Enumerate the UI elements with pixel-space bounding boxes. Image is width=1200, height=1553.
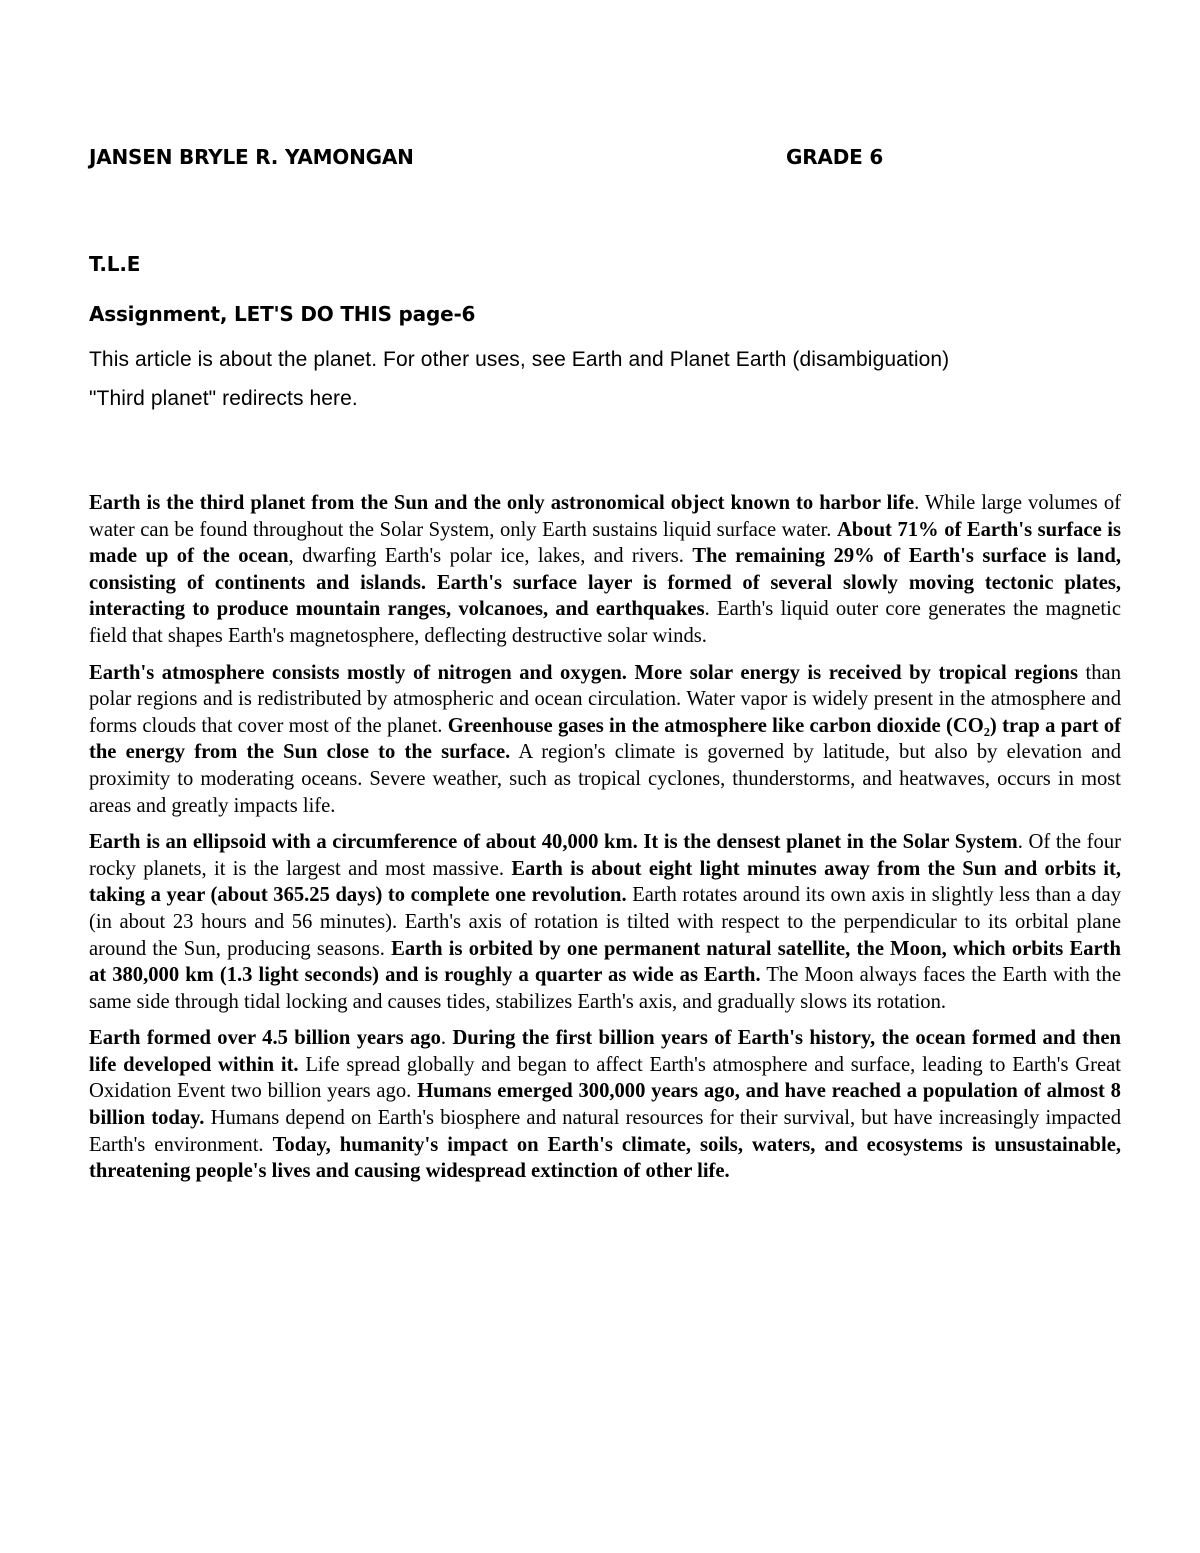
text-run: than polar regions and is redistributed by atmospheric and ocean circulation. Water vapor is widely present in the atmosphere and forms clouds that cover most of the planet. bbox=[89, 661, 1121, 737]
text-run: . While large volumes of water can be found throughout the Solar System, only Earth sustains liquid surface water. bbox=[89, 492, 1121, 541]
bold-text-run: Today, humanity's impact on Earth's climate, soils, waters, and ecosystems is unsustainable, threatening people's lives and causing widespread extinction of other life. bbox=[89, 1133, 1121, 1183]
bold-text-run: Earth's atmosphere consists mostly of nitrogen and oxygen. More solar energy is received by tropical regions bbox=[89, 661, 1078, 684]
paragraph-overview bbox=[89, 490, 1121, 650]
student-name: JANSEN BRYLE R. YAMONGAN bbox=[89, 145, 414, 169]
bold-text-run: Earth is an ellipsoid with a circumference of about 40,000 km. It is the densest planet in the Solar System bbox=[89, 831, 1018, 854]
bold-text-run: Earth is orbited by one permanent natural satellite, the Moon, which orbits Earth at 380,000 km (1.3 light seconds) and is roughly a quarter as wide as Earth. bbox=[89, 937, 1121, 987]
text-run: . Of the four rocky planets, it is the largest and most massive. bbox=[89, 831, 1121, 880]
article-body bbox=[89, 490, 1121, 1195]
text-run: , dwarfing Earth's polar ice, lakes, and rivers. bbox=[288, 545, 693, 568]
text-run: Humans depend on Earth's biosphere and natural resources for their survival, but have increasingly impacted Earth's environment. bbox=[89, 1107, 1121, 1156]
hatnote-line: This article is about the planet. For other uses, see Earth and Planet Earth (disambiguation) bbox=[89, 348, 950, 371]
subject-heading: T.L.E bbox=[89, 252, 141, 276]
bold-text-run: Earth is the third planet from the Sun and the only astronomical object known to harbor life bbox=[89, 492, 915, 514]
bold-text-run: Earth formed over 4.5 billion years ago bbox=[89, 1027, 441, 1050]
bold-text-run: During the first billion years of Earth's history, the ocean formed and then life developed within it. bbox=[89, 1027, 1122, 1076]
bold-text-run: About 71% of Earth's surface is made up of the ocean bbox=[89, 518, 1121, 568]
text-run: A region's climate is governed by latitude, but also by elevation and proximity to moderating oceans. Severe weather, such as tropical cyclones, thunderstorms, and heatwaves, occurs in most areas and greatly impacts life. bbox=[89, 741, 1122, 817]
text-run: Life spread globally and began to affect Earth's atmosphere and surface, leading to Earth's Great Oxidation Event two billion years ago. bbox=[89, 1053, 1121, 1103]
bold-text-run: Humans emerged 300,000 years ago, and have reached a population of almost 8 billion today. bbox=[89, 1080, 1121, 1130]
bold-text-run: The remaining 29% of Earth's surface is land, consisting of continents and islands. Earth's surface layer is formed of several slowly moving tectonic plates, interacting to produce mountain ranges, volcanoes, and earthquakes bbox=[89, 545, 1121, 621]
redirect-note: "Third planet" redirects here. bbox=[89, 387, 358, 410]
paragraph-history bbox=[89, 1025, 1121, 1185]
paragraph-atmosphere bbox=[89, 660, 1121, 820]
grade-level: GRADE 6 bbox=[786, 145, 884, 169]
assignment-heading: Assignment, LET'S DO THIS page-6 bbox=[89, 302, 476, 326]
text-run: . bbox=[440, 1027, 453, 1050]
bold-text-run: Earth is about eight light minutes away from the Sun and orbits it, taking a year (about 365.25 days) to complete one revolution. bbox=[89, 857, 1121, 907]
paragraph-orbit bbox=[89, 829, 1121, 1015]
bold-text-run: Greenhouse gases in the atmosphere like carbon dioxide (CO₂) trap a part of the energy from the Sun close to the surface. bbox=[89, 714, 1121, 764]
text-run: Earth rotates around its own axis in slightly less than a day (in about 23 hours and 56 minutes). Earth's axis of rotation is tilted with respect to the perpendicular to its orbital plane around the Sun, producing seasons. bbox=[89, 884, 1121, 960]
text-run: The Moon always faces the Earth with the same side through tidal locking and causes tides, stabilizes Earth's axis, and gradually slows its rotation. bbox=[89, 964, 1121, 1013]
text-run: . Earth's liquid outer core generates the magnetic field that shapes Earth's magnetosphere, deflecting destructive solar winds. bbox=[89, 598, 1122, 647]
